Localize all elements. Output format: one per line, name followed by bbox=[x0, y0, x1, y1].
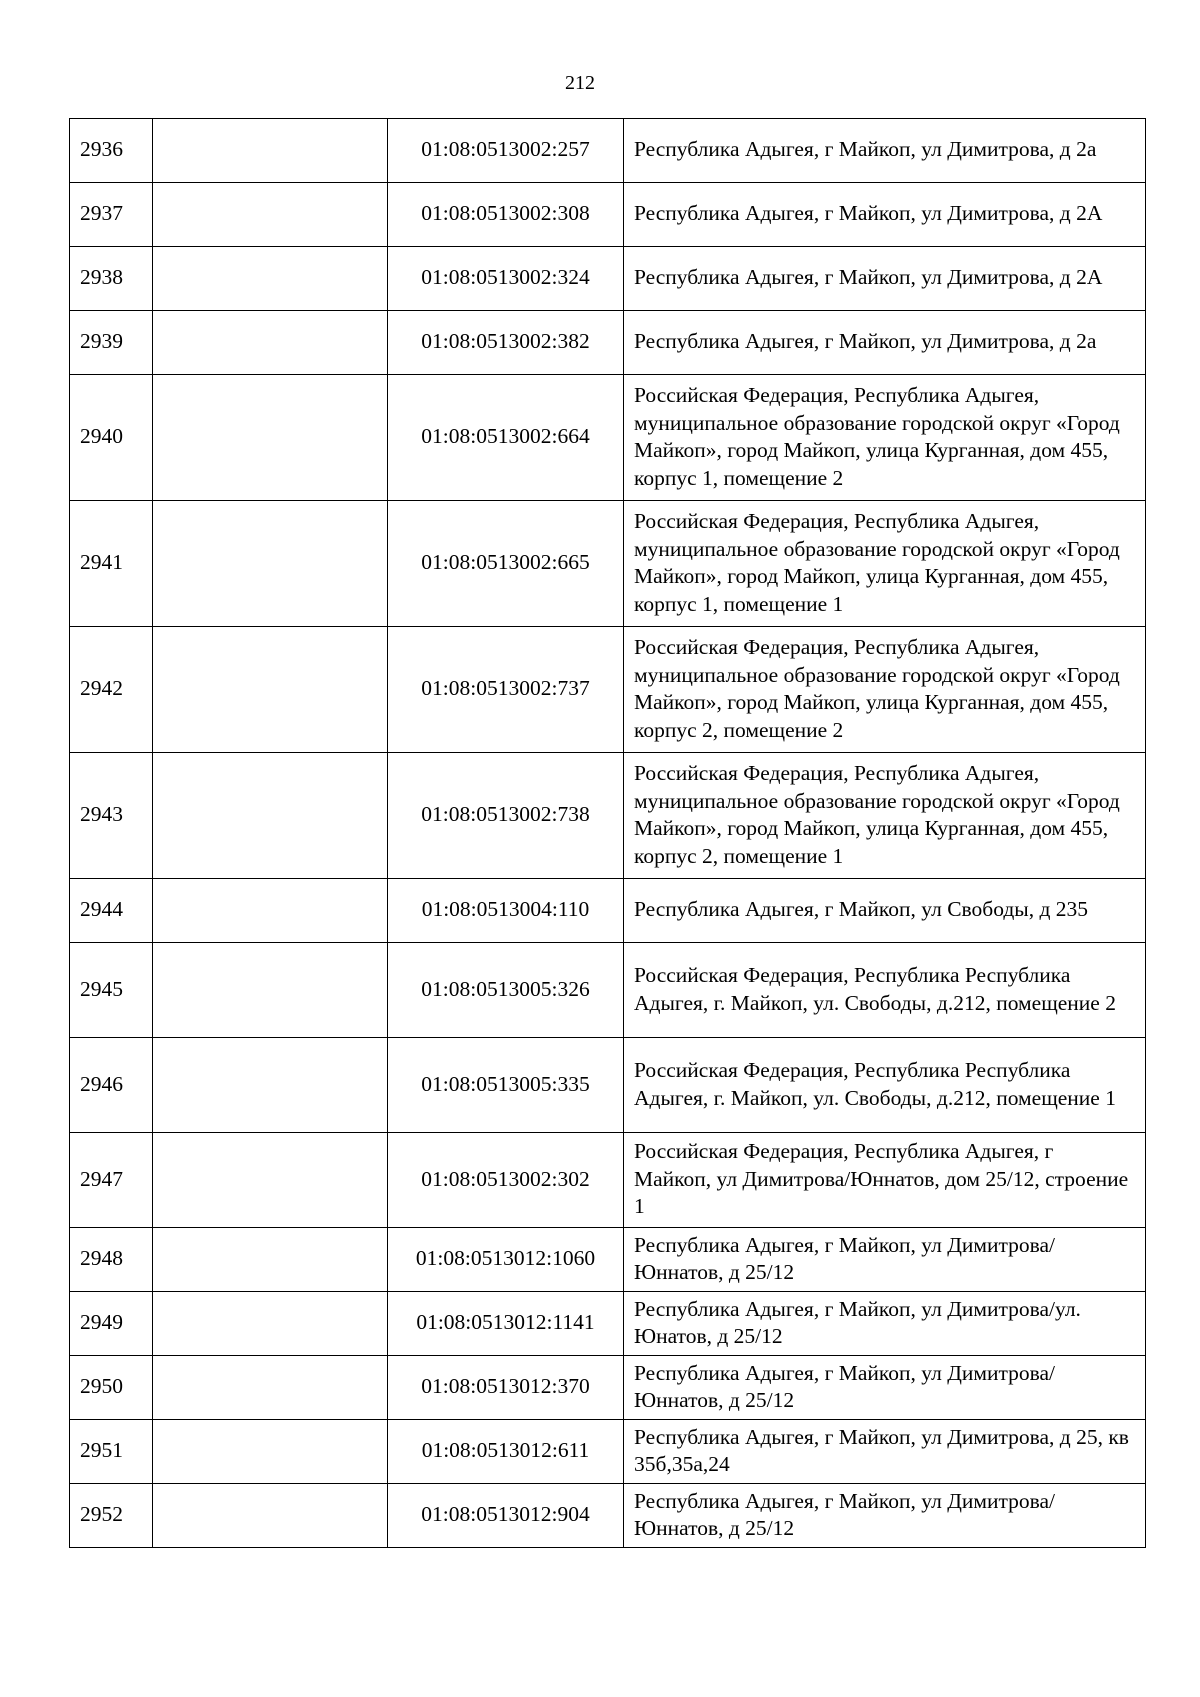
cadastral-number-cell: 01:08:0513002:382 bbox=[388, 311, 624, 375]
table-row bbox=[70, 119, 1146, 183]
address-cell: Республика Адыгея, г Майкоп, ул Димитрова/Юннатов, д 25/12 bbox=[624, 1356, 1146, 1420]
owner-cell bbox=[153, 943, 388, 1038]
table-row bbox=[70, 753, 1146, 879]
cadastral-number-cell: 01:08:0513012:1060 bbox=[388, 1228, 624, 1292]
address-cell: Республика Адыгея, г Майкоп, ул Димитрова/Юннатов, д 25/12 bbox=[624, 1228, 1146, 1292]
table-row bbox=[70, 627, 1146, 753]
address-cell: Российская Федерация, Республика Адыгея, муниципальное образование городской округ «Город Майкоп», город Майкоп, улица Курганная, дом 455, корпус 2, помещение 2 bbox=[624, 627, 1146, 753]
row-number-cell: 2943 bbox=[70, 753, 153, 879]
cadastral-number-cell: 01:08:0513002:738 bbox=[388, 753, 624, 879]
row-number-cell: 2944 bbox=[70, 879, 153, 943]
owner-cell bbox=[153, 1038, 388, 1133]
owner-cell bbox=[153, 183, 388, 247]
table-row bbox=[70, 879, 1146, 943]
row-number-cell: 2948 bbox=[70, 1228, 153, 1292]
cadastral-number-cell: 01:08:0513012:611 bbox=[388, 1420, 624, 1484]
cadastral-number-cell: 01:08:0513002:308 bbox=[388, 183, 624, 247]
address-cell: Российская Федерация, Республика Республика Адыгея, г. Майкоп, ул. Свободы, д.212, помещение 1 bbox=[624, 1038, 1146, 1133]
address-cell: Российская Федерация, Республика Адыгея, г Майкоп, ул Димитрова/Юннатов, дом 25/12, строение 1 bbox=[624, 1133, 1146, 1228]
cadastral-number-cell: 01:08:0513004:110 bbox=[388, 879, 624, 943]
row-number-cell: 2936 bbox=[70, 119, 153, 183]
table-row bbox=[70, 1292, 1146, 1356]
row-number-cell: 2949 bbox=[70, 1292, 153, 1356]
table-row bbox=[70, 1038, 1146, 1133]
cadastral-number-cell: 01:08:0513002:737 bbox=[388, 627, 624, 753]
table-row bbox=[70, 375, 1146, 501]
table-row bbox=[70, 501, 1146, 627]
row-number-cell: 2952 bbox=[70, 1484, 153, 1548]
table-row bbox=[70, 247, 1146, 311]
cadastral-number-cell: 01:08:0513002:664 bbox=[388, 375, 624, 501]
cadastral-number-cell: 01:08:0513002:665 bbox=[388, 501, 624, 627]
table-row bbox=[70, 1420, 1146, 1484]
row-number-cell: 2940 bbox=[70, 375, 153, 501]
row-number-cell: 2941 bbox=[70, 501, 153, 627]
table-row bbox=[70, 1484, 1146, 1548]
address-cell: Республика Адыгея, г Майкоп, ул Димитрова, д 2а bbox=[624, 119, 1146, 183]
address-cell: Российская Федерация, Республика Адыгея, муниципальное образование городской округ «Город Майкоп», город Майкоп, улица Курганная, дом 455, корпус 1, помещение 2 bbox=[624, 375, 1146, 501]
address-cell: Республика Адыгея, г Майкоп, ул Димитрова/Юннатов, д 25/12 bbox=[624, 1484, 1146, 1548]
owner-cell bbox=[153, 501, 388, 627]
row-number-cell: 2946 bbox=[70, 1038, 153, 1133]
owner-cell bbox=[153, 375, 388, 501]
owner-cell bbox=[153, 1228, 388, 1292]
owner-cell bbox=[153, 1133, 388, 1228]
row-number-cell: 2950 bbox=[70, 1356, 153, 1420]
address-cell: Российская Федерация, Республика Адыгея, муниципальное образование городской округ «Город Майкоп», город Майкоп, улица Курганная, дом 455, корпус 1, помещение 1 bbox=[624, 501, 1146, 627]
property-registry-table bbox=[69, 118, 1146, 1548]
address-cell: Республика Адыгея, г Майкоп, ул Димитрова, д 2А bbox=[624, 183, 1146, 247]
address-cell: Республика Адыгея, г Майкоп, ул Димитрова, д 2А bbox=[624, 247, 1146, 311]
table-row bbox=[70, 943, 1146, 1038]
table-row bbox=[70, 1356, 1146, 1420]
row-number-cell: 2937 bbox=[70, 183, 153, 247]
cadastral-number-cell: 01:08:0513002:257 bbox=[388, 119, 624, 183]
address-cell: Республика Адыгея, г Майкоп, ул Димитрова, д 2а bbox=[624, 311, 1146, 375]
owner-cell bbox=[153, 627, 388, 753]
table-row bbox=[70, 183, 1146, 247]
owner-cell bbox=[153, 1356, 388, 1420]
address-cell: Республика Адыгея, г Майкоп, ул Димитрова/ул. Юнатов, д 25/12 bbox=[624, 1292, 1146, 1356]
owner-cell bbox=[153, 1420, 388, 1484]
owner-cell bbox=[153, 879, 388, 943]
address-cell: Республика Адыгея, г Майкоп, ул Свободы, д 235 bbox=[624, 879, 1146, 943]
page-number: 212 bbox=[565, 72, 595, 94]
table-row bbox=[70, 1133, 1146, 1228]
cadastral-number-cell: 01:08:0513002:324 bbox=[388, 247, 624, 311]
cadastral-number-cell: 01:08:0513012:1141 bbox=[388, 1292, 624, 1356]
table-body bbox=[70, 119, 1146, 1548]
owner-cell bbox=[153, 119, 388, 183]
row-number-cell: 2951 bbox=[70, 1420, 153, 1484]
address-cell: Республика Адыгея, г Майкоп, ул Димитрова, д 25, кв 35б,35а,24 bbox=[624, 1420, 1146, 1484]
address-cell: Российская Федерация, Республика Республика Адыгея, г. Майкоп, ул. Свободы, д.212, помещение 2 bbox=[624, 943, 1146, 1038]
address-cell: Российская Федерация, Республика Адыгея, муниципальное образование городской округ «Город Майкоп», город Майкоп, улица Курганная, дом 455, корпус 2, помещение 1 bbox=[624, 753, 1146, 879]
cadastral-number-cell: 01:08:0513012:370 bbox=[388, 1356, 624, 1420]
cadastral-number-cell: 01:08:0513002:302 bbox=[388, 1133, 624, 1228]
owner-cell bbox=[153, 247, 388, 311]
row-number-cell: 2947 bbox=[70, 1133, 153, 1228]
cadastral-number-cell: 01:08:0513005:335 bbox=[388, 1038, 624, 1133]
row-number-cell: 2942 bbox=[70, 627, 153, 753]
table-row bbox=[70, 311, 1146, 375]
owner-cell bbox=[153, 1292, 388, 1356]
row-number-cell: 2939 bbox=[70, 311, 153, 375]
owner-cell bbox=[153, 311, 388, 375]
cadastral-number-cell: 01:08:0513005:326 bbox=[388, 943, 624, 1038]
row-number-cell: 2945 bbox=[70, 943, 153, 1038]
cadastral-number-cell: 01:08:0513012:904 bbox=[388, 1484, 624, 1548]
table-row bbox=[70, 1228, 1146, 1292]
owner-cell bbox=[153, 753, 388, 879]
row-number-cell: 2938 bbox=[70, 247, 153, 311]
owner-cell bbox=[153, 1484, 388, 1548]
